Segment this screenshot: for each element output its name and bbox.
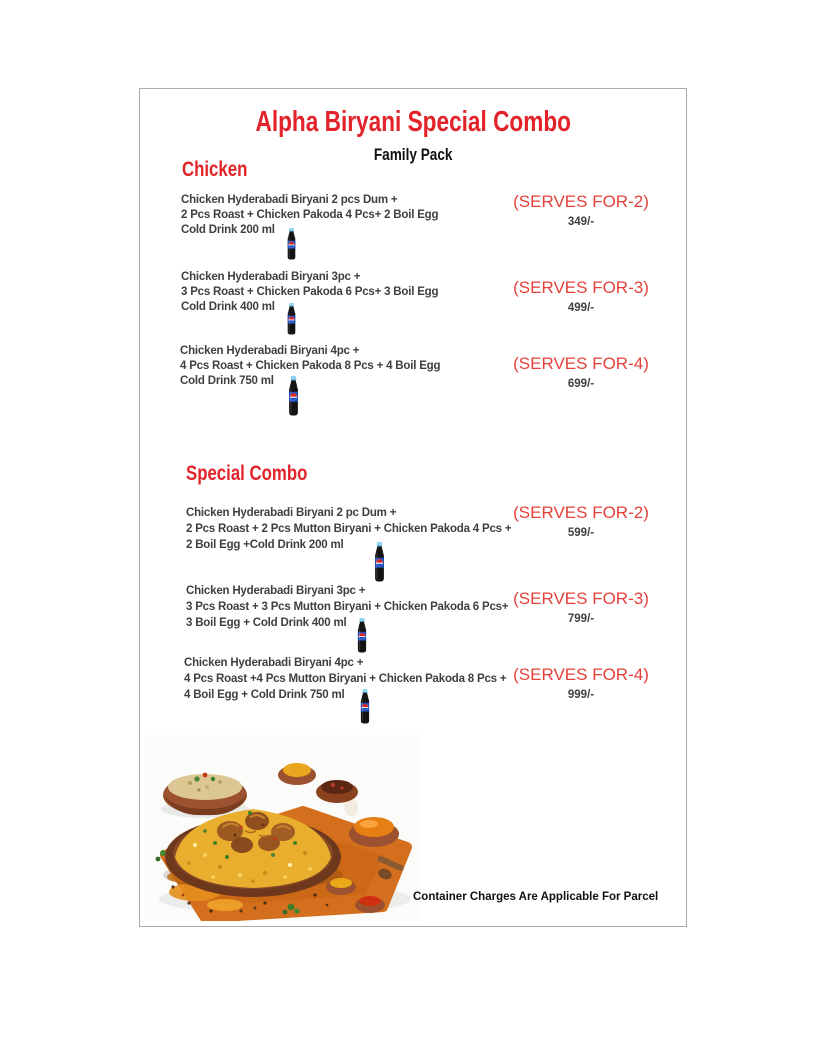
biryani-photo	[145, 735, 421, 921]
price-label: 599/-	[567, 527, 595, 539]
serves-price-block	[506, 278, 656, 314]
item-line-3: Cold Drink 200 ml	[181, 224, 275, 236]
price-label: 699/-	[567, 378, 595, 390]
item-line-1: Chicken Hyderabadi Biryani 4pc +	[180, 345, 360, 357]
item-line-2: 3 Pcs Roast + 3 Pcs Mutton Biryani + Chicken Pakoda 6 Pcs+	[186, 601, 509, 613]
serves-label: (SERVES FOR-3)	[513, 278, 649, 297]
item-line-3: Cold Drink 400 ml	[181, 301, 275, 313]
item-line-2: 2 Pcs Roast + 2 Pcs Mutton Biryani + Chicken Pakoda 4 Pcs +	[186, 523, 512, 535]
container-charges-note: Container Charges Are Applicable For Parcel	[413, 891, 659, 903]
price-label: 499/-	[567, 302, 595, 314]
menu-page	[139, 88, 687, 927]
menu-item	[180, 344, 440, 389]
serves-label: (SERVES FOR-3)	[513, 589, 649, 608]
section-heading-special-combo: Special Combo	[186, 462, 308, 485]
menu-item	[186, 583, 508, 631]
page-subtitle-text: Family Pack	[373, 145, 453, 164]
serves-label: (SERVES FOR-2)	[513, 192, 649, 211]
item-line-1: Chicken Hyderabadi Biryani 2 pcs Dum +	[181, 194, 398, 206]
item-line-3: 3 Boil Egg + Cold Drink 400 ml	[186, 617, 347, 629]
item-line-2: 2 Pcs Roast + Chicken Pakoda 4 Pcs+ 2 Boil Egg	[181, 209, 439, 221]
serves-label: (SERVES FOR-2)	[513, 503, 649, 522]
item-line-2: 4 Pcs Roast + Chicken Pakoda 8 Pcs + 4 Boil Egg	[180, 360, 441, 372]
price-label: 799/-	[567, 613, 595, 625]
serves-price-block	[506, 665, 656, 701]
menu-item	[181, 193, 438, 238]
serves-price-block	[506, 589, 656, 625]
item-line-1: Chicken Hyderabadi Biryani 3pc +	[181, 271, 361, 283]
serves-price-block	[506, 354, 656, 390]
page-title-text: Alpha Biryani Special Combo	[255, 106, 571, 138]
section-heading-chicken: Chicken	[182, 158, 248, 181]
item-line-3: Cold Drink 750 ml	[180, 375, 274, 387]
pepsi-bottle-icon	[372, 542, 387, 582]
serves-price-block	[506, 503, 656, 539]
item-line-1: Chicken Hyderabadi Biryani 2 pc Dum +	[186, 507, 397, 519]
page-title	[140, 106, 686, 139]
pepsi-bottle-icon	[286, 376, 301, 416]
item-line-1: Chicken Hyderabadi Biryani 3pc +	[186, 585, 366, 597]
pepsi-bottle-icon	[355, 618, 369, 653]
item-line-1: Chicken Hyderabadi Biryani 4pc +	[184, 657, 364, 669]
serves-label: (SERVES FOR-4)	[513, 354, 649, 373]
item-line-2: 3 Pcs Roast + Chicken Pakoda 6 Pcs+ 3 Boil Egg	[181, 286, 439, 298]
item-line-2: 4 Pcs Roast +4 Pcs Mutton Biryani + Chicken Pakoda 8 Pcs +	[184, 673, 507, 685]
item-line-3: 4 Boil Egg + Cold Drink 750 ml	[184, 689, 345, 701]
pepsi-bottle-icon	[285, 303, 298, 335]
pepsi-bottle-icon	[285, 228, 298, 260]
menu-item	[184, 655, 506, 703]
menu-item	[186, 505, 511, 553]
menu-item	[181, 270, 438, 315]
item-line-3: 2 Boil Egg +Cold Drink 200 ml	[186, 539, 344, 551]
price-label: 349/-	[567, 216, 595, 228]
serves-price-block	[506, 192, 656, 228]
price-label: 999/-	[567, 689, 595, 701]
pepsi-bottle-icon	[358, 689, 372, 724]
serves-label: (SERVES FOR-4)	[513, 665, 649, 684]
